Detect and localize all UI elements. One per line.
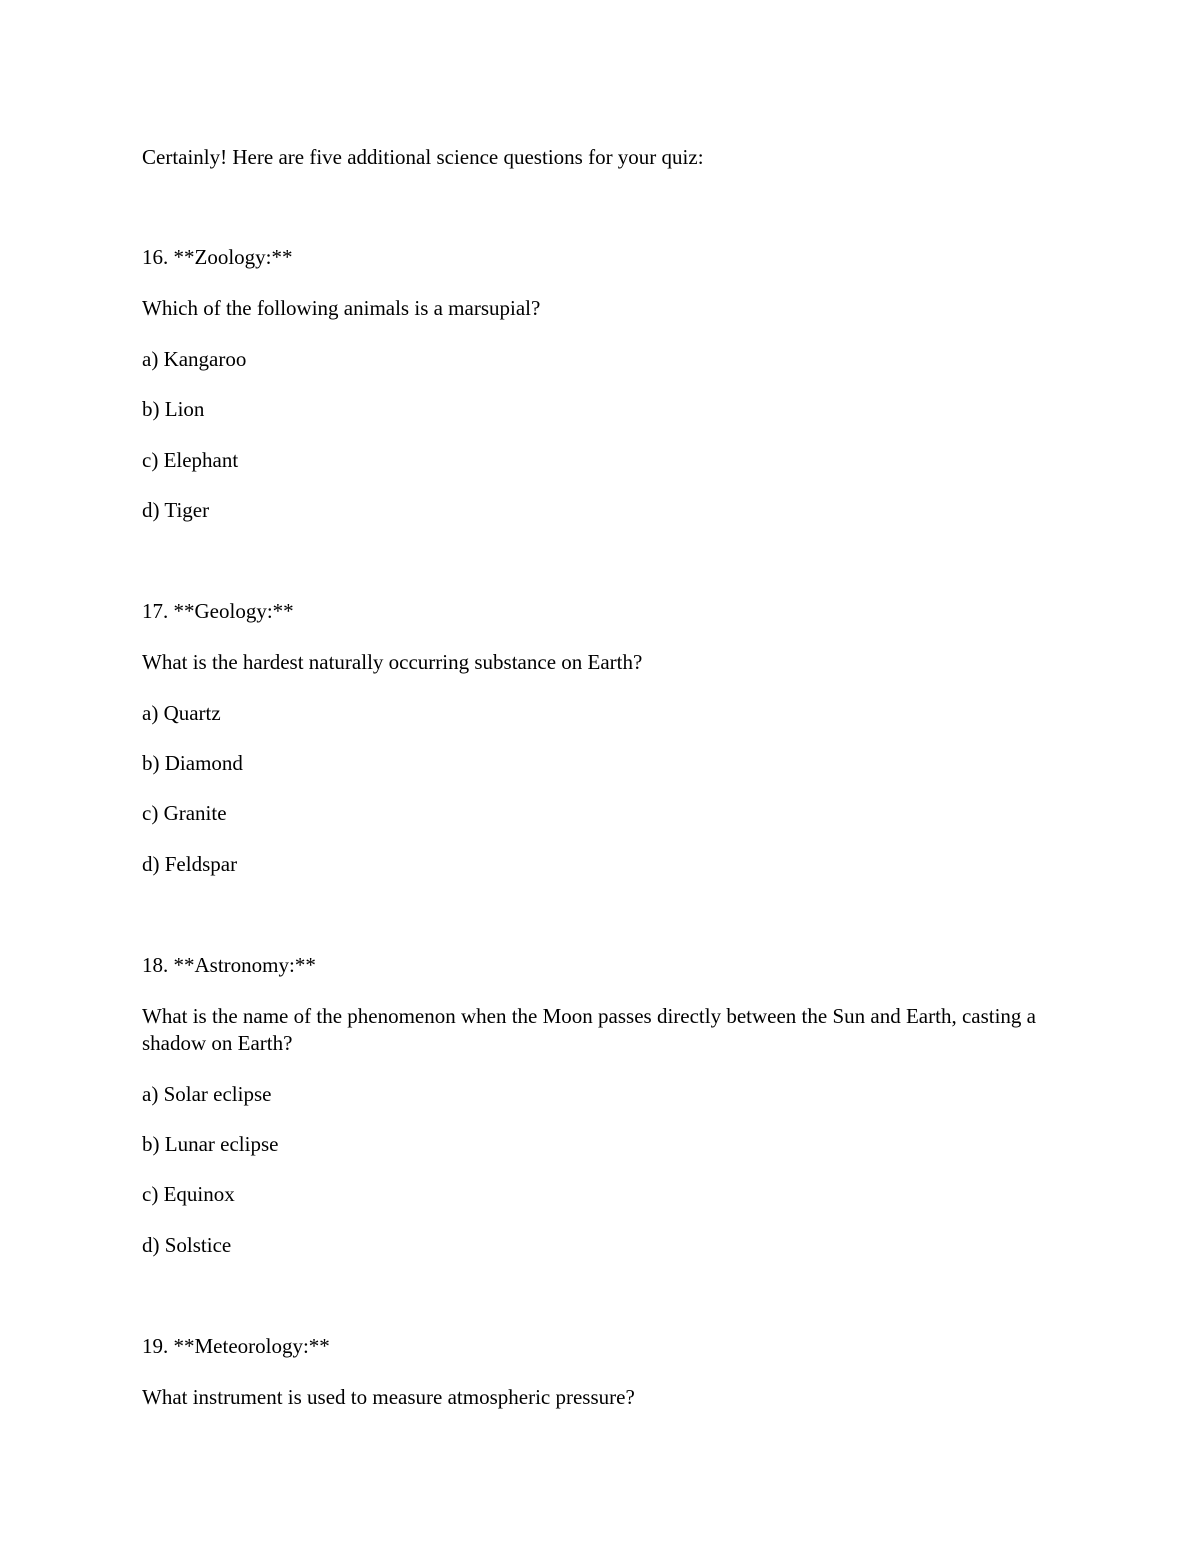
question-17-option-d: d) Feldspar [142, 852, 238, 876]
question-16-option-c: c) Elephant [142, 448, 239, 472]
question-16-heading: 16. **Zoology:** [142, 245, 293, 269]
question-16-option-b: b) Lion [142, 397, 205, 421]
question-18-heading: 18. **Astronomy:** [142, 953, 316, 977]
question-18-option-d: d) Solstice [142, 1233, 232, 1257]
intro-text: Certainly! Here are five additional science questions for your quiz: [142, 145, 704, 169]
question-16-option-a: a) Kangaroo [142, 347, 247, 371]
question-17-heading: 17. **Geology:** [142, 599, 294, 623]
question-18-prompt: What is the name of the phenomenon when the Moon passes directly between the Sun and Earth, casting a shadow on Earth? [142, 1004, 1036, 1055]
question-17-prompt: What is the hardest naturally occurring substance on Earth? [142, 650, 643, 674]
question-18-option-c: c) Equinox [142, 1182, 235, 1206]
question-19-heading: 19. **Meteorology:** [142, 1334, 330, 1358]
question-19-prompt: What instrument is used to measure atmospheric pressure? [142, 1385, 635, 1409]
question-18-option-a: a) Solar eclipse [142, 1082, 272, 1106]
question-17-option-a: a) Quartz [142, 701, 221, 725]
question-16-option-d: d) Tiger [142, 498, 210, 522]
question-18-option-b: b) Lunar eclipse [142, 1132, 279, 1156]
question-16-prompt: Which of the following animals is a marsupial? [142, 296, 541, 320]
question-17-option-c: c) Granite [142, 801, 227, 825]
question-17-option-b: b) Diamond [142, 751, 243, 775]
